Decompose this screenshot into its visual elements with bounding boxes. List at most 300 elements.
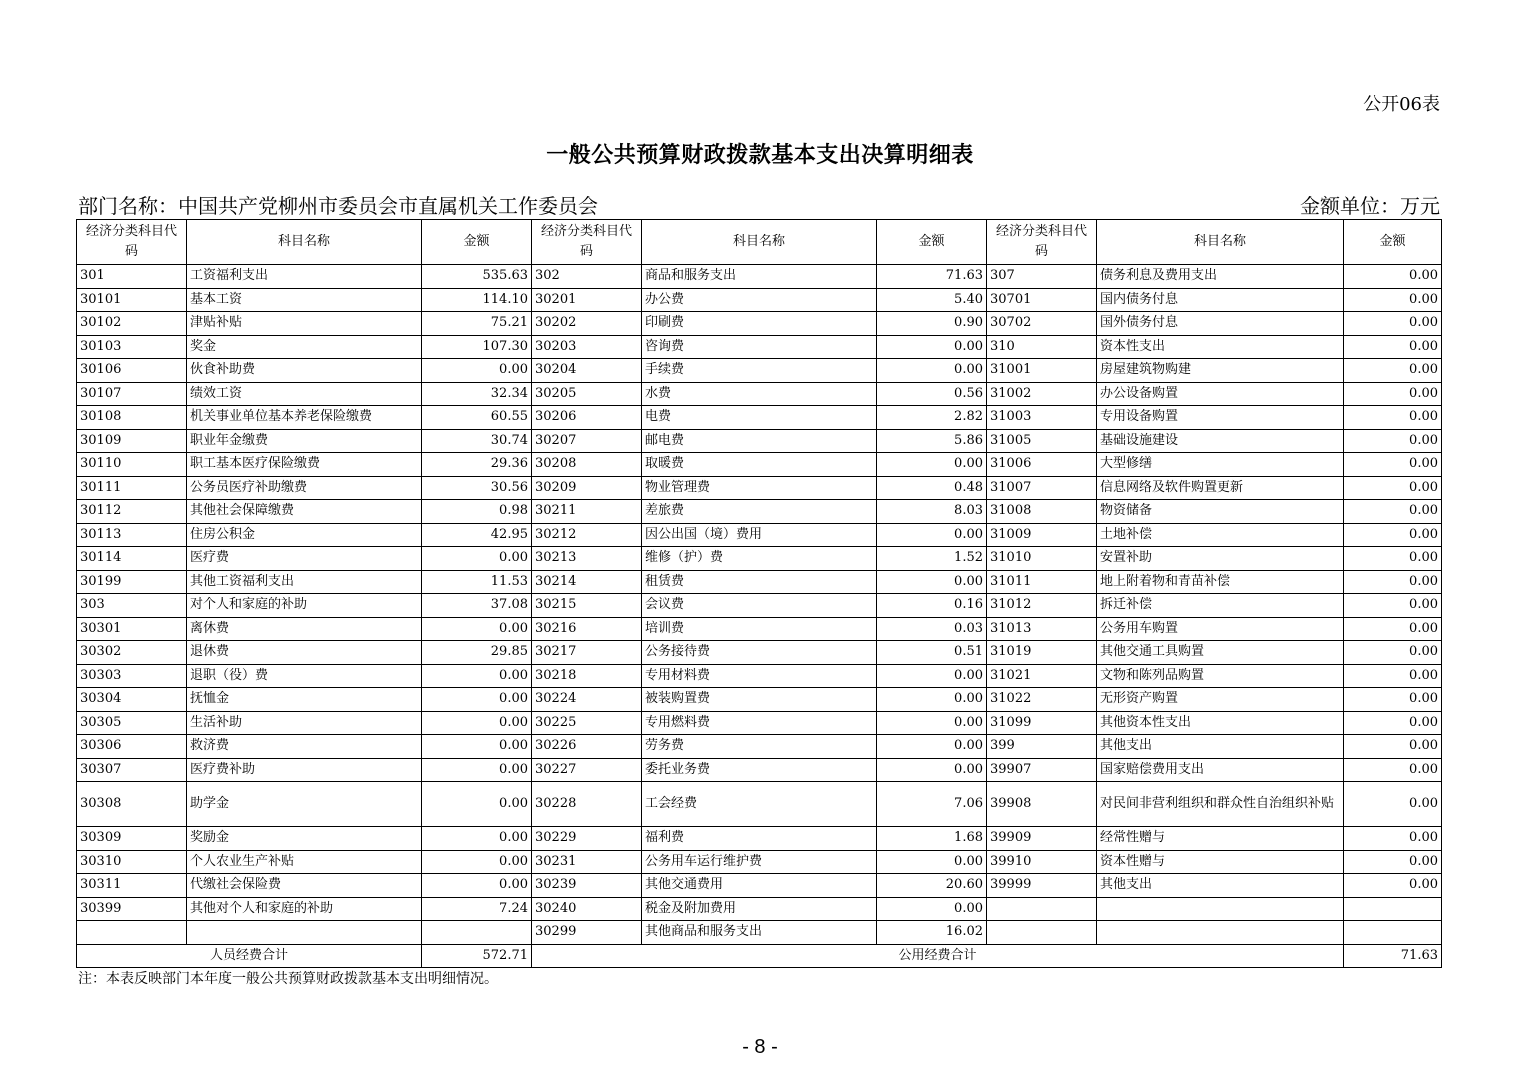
name-cell-2: 差旅费 [642,500,877,524]
name-cell-1: 公务员医疗补助缴费 [187,476,422,500]
amount-cell-3: 0.00 [1344,874,1442,898]
code-cell-1: 30302 [77,641,187,665]
name-cell-1: 基本工资 [187,288,422,312]
amount-cell-1: 0.98 [422,500,532,524]
header-amount-1: 金额 [422,220,532,265]
amount-cell-2: 0.00 [877,523,987,547]
code-cell-1: 30112 [77,500,187,524]
amount-cell-2: 71.63 [877,265,987,289]
amount-cell-3: 0.00 [1344,711,1442,735]
name-cell-3: 公务用车购置 [1097,617,1344,641]
code-cell-2: 302 [532,265,642,289]
header-code-1: 经济分类科目代码 [77,220,187,265]
personnel-total-label: 人员经费合计 [77,944,422,968]
totals-row [77,944,1442,968]
code-cell-2: 30239 [532,874,642,898]
name-cell-2: 工会经费 [642,782,877,827]
amount-cell-1: 30.74 [422,429,532,453]
table-row [77,827,1442,851]
name-cell-2: 被装购置费 [642,688,877,712]
code-cell-3: 31006 [987,453,1097,477]
code-cell-2: 30229 [532,827,642,851]
amount-cell-1: 0.00 [422,782,532,827]
name-cell-3: 经常性赠与 [1097,827,1344,851]
amount-cell-2: 0.48 [877,476,987,500]
amount-cell-1: 7.24 [422,897,532,921]
amount-cell-2: 1.52 [877,547,987,571]
code-cell-1: 301 [77,265,187,289]
amount-cell-2: 16.02 [877,921,987,945]
name-cell-1: 对个人和家庭的补助 [187,594,422,618]
expenditure-detail-table [76,219,1442,968]
table-row [77,382,1442,406]
table-row [77,335,1442,359]
table-row [77,758,1442,782]
name-cell-1: 职业年金缴费 [187,429,422,453]
table-row [77,570,1442,594]
code-cell-2: 30201 [532,288,642,312]
name-cell-3: 房屋建筑物购建 [1097,359,1344,383]
code-cell-3: 31013 [987,617,1097,641]
code-cell-2: 30299 [532,921,642,945]
table-row [77,500,1442,524]
header-amount-3: 金额 [1344,220,1442,265]
amount-cell-1: 32.34 [422,382,532,406]
code-cell-3 [987,921,1097,945]
amount-cell-2: 0.00 [877,897,987,921]
name-cell-2: 咨询费 [642,335,877,359]
code-cell-3: 310 [987,335,1097,359]
name-cell-2: 租赁费 [642,570,877,594]
name-cell-3: 大型修缮 [1097,453,1344,477]
amount-cell-3: 0.00 [1344,850,1442,874]
code-cell-3: 31001 [987,359,1097,383]
table-row [77,312,1442,336]
name-cell-3 [1097,897,1344,921]
code-cell-1: 30110 [77,453,187,477]
name-cell-3: 文物和陈列品购置 [1097,664,1344,688]
code-cell-2: 30211 [532,500,642,524]
code-cell-1: 30103 [77,335,187,359]
amount-cell-3: 0.00 [1344,523,1442,547]
amount-cell-3: 0.00 [1344,429,1442,453]
code-cell-3: 31022 [987,688,1097,712]
table-row [77,594,1442,618]
code-cell-3: 307 [987,265,1097,289]
name-cell-2: 因公出国（境）费用 [642,523,877,547]
code-cell-1: 30111 [77,476,187,500]
name-cell-3: 物资储备 [1097,500,1344,524]
amount-cell-3: 0.00 [1344,265,1442,289]
name-cell-2: 其他交通费用 [642,874,877,898]
amount-cell-1: 0.00 [422,735,532,759]
code-cell-1: 30304 [77,688,187,712]
name-cell-1: 医疗费 [187,547,422,571]
amount-cell-1: 0.00 [422,850,532,874]
header-amount-2: 金额 [877,220,987,265]
amount-cell-1: 0.00 [422,711,532,735]
code-cell-3: 31007 [987,476,1097,500]
name-cell-2: 福利费 [642,827,877,851]
amount-cell-1: 37.08 [422,594,532,618]
code-cell-3: 31003 [987,406,1097,430]
table-header-row [77,220,1442,265]
amount-cell-1: 0.00 [422,664,532,688]
name-cell-1: 工资福利支出 [187,265,422,289]
amount-cell-3: 0.00 [1344,547,1442,571]
name-cell-1: 住房公积金 [187,523,422,547]
code-cell-3: 31010 [987,547,1097,571]
amount-cell-3: 0.00 [1344,735,1442,759]
code-cell-2: 30231 [532,850,642,874]
table-row [77,429,1442,453]
name-cell-1: 助学金 [187,782,422,827]
amount-cell-2: 0.00 [877,735,987,759]
code-cell-3: 31012 [987,594,1097,618]
table-row [77,874,1442,898]
amount-cell-3: 0.00 [1344,827,1442,851]
amount-cell-2: 5.86 [877,429,987,453]
amount-unit: 金额单位：万元 [1300,194,1440,218]
amount-cell-1: 60.55 [422,406,532,430]
name-cell-2: 会议费 [642,594,877,618]
name-cell-1: 其他社会保障缴费 [187,500,422,524]
code-cell-1 [77,921,187,945]
name-cell-1: 代缴社会保险费 [187,874,422,898]
amount-cell-1: 30.56 [422,476,532,500]
name-cell-2: 专用材料费 [642,664,877,688]
code-cell-1: 303 [77,594,187,618]
table-row [77,921,1442,945]
name-cell-3: 国内债务付息 [1097,288,1344,312]
amount-cell-3: 0.00 [1344,688,1442,712]
name-cell-3: 办公设备购置 [1097,382,1344,406]
code-cell-2: 30205 [532,382,642,406]
amount-cell-3: 0.00 [1344,406,1442,430]
code-cell-2: 30208 [532,453,642,477]
amount-cell-1: 0.00 [422,359,532,383]
name-cell-1: 其他工资福利支出 [187,570,422,594]
code-cell-2: 30226 [532,735,642,759]
code-cell-3: 39910 [987,850,1097,874]
code-cell-1: 30108 [77,406,187,430]
code-cell-1: 30199 [77,570,187,594]
code-cell-2: 30204 [532,359,642,383]
code-cell-2: 30218 [532,664,642,688]
code-cell-2: 30240 [532,897,642,921]
amount-cell-3: 0.00 [1344,664,1442,688]
name-cell-1: 抚恤金 [187,688,422,712]
name-cell-2: 印刷费 [642,312,877,336]
code-cell-2: 30217 [532,641,642,665]
table-row [77,288,1442,312]
header-name-1: 科目名称 [187,220,422,265]
header-name-2: 科目名称 [642,220,877,265]
public-total-label: 公用经费合计 [532,944,1344,968]
code-cell-1: 30303 [77,664,187,688]
code-cell-2: 30213 [532,547,642,571]
code-cell-1: 30106 [77,359,187,383]
amount-cell-3: 0.00 [1344,617,1442,641]
code-cell-3: 31011 [987,570,1097,594]
code-cell-2: 30209 [532,476,642,500]
name-cell-3: 土地补偿 [1097,523,1344,547]
amount-cell-1: 29.85 [422,641,532,665]
name-cell-1: 医疗费补助 [187,758,422,782]
amount-cell-1 [422,921,532,945]
name-cell-2: 公务接待费 [642,641,877,665]
code-cell-2: 30206 [532,406,642,430]
name-cell-3: 资本性支出 [1097,335,1344,359]
name-cell-3: 其他交通工具购置 [1097,641,1344,665]
amount-cell-3: 0.00 [1344,570,1442,594]
table-row [77,711,1442,735]
code-cell-3: 31099 [987,711,1097,735]
name-cell-3: 其他支出 [1097,735,1344,759]
name-cell-2: 商品和服务支出 [642,265,877,289]
amount-cell-1: 42.95 [422,523,532,547]
name-cell-1: 个人农业生产补贴 [187,850,422,874]
name-cell-1: 退休费 [187,641,422,665]
amount-cell-2: 2.82 [877,406,987,430]
header-code-3: 经济分类科目代码 [987,220,1097,265]
code-cell-1: 30308 [77,782,187,827]
amount-cell-1: 29.36 [422,453,532,477]
amount-cell-2: 0.00 [877,335,987,359]
amount-cell-3 [1344,897,1442,921]
code-cell-3: 31008 [987,500,1097,524]
table-note: 注：本表反映部门本年度一般公共预算财政拨款基本支出明细情况。 [78,971,498,987]
amount-cell-3: 0.00 [1344,758,1442,782]
code-cell-3: 39909 [987,827,1097,851]
amount-cell-3: 0.00 [1344,382,1442,406]
name-cell-2: 电费 [642,406,877,430]
amount-cell-3: 0.00 [1344,641,1442,665]
table-row [77,359,1442,383]
code-cell-1: 30109 [77,429,187,453]
amount-cell-1: 0.00 [422,827,532,851]
name-cell-3: 国外债务付息 [1097,312,1344,336]
name-cell-1: 职工基本医疗保险缴费 [187,453,422,477]
document-title: 一般公共预算财政拨款基本支出决算明细表 [546,142,974,168]
amount-cell-1: 11.53 [422,570,532,594]
amount-cell-2: 0.03 [877,617,987,641]
name-cell-1: 机关事业单位基本养老保险缴费 [187,406,422,430]
name-cell-2: 其他商品和服务支出 [642,921,877,945]
name-cell-2: 委托业务费 [642,758,877,782]
name-cell-2: 办公费 [642,288,877,312]
amount-cell-2: 8.03 [877,500,987,524]
code-cell-2: 30215 [532,594,642,618]
table-row [77,688,1442,712]
name-cell-3: 基础设施建设 [1097,429,1344,453]
name-cell-1 [187,921,422,945]
code-cell-2: 30224 [532,688,642,712]
code-cell-3: 31009 [987,523,1097,547]
name-cell-3: 其他支出 [1097,874,1344,898]
amount-cell-2: 7.06 [877,782,987,827]
name-cell-1: 津贴补贴 [187,312,422,336]
code-cell-3 [987,897,1097,921]
name-cell-1: 奖金 [187,335,422,359]
table-row [77,664,1442,688]
name-cell-3: 其他资本性支出 [1097,711,1344,735]
code-cell-3: 31005 [987,429,1097,453]
name-cell-3: 地上附着物和青苗补偿 [1097,570,1344,594]
name-cell-1: 绩效工资 [187,382,422,406]
amount-cell-3: 0.00 [1344,594,1442,618]
code-cell-1: 30306 [77,735,187,759]
name-cell-3: 安置补助 [1097,547,1344,571]
code-cell-1: 30301 [77,617,187,641]
code-cell-3: 39999 [987,874,1097,898]
name-cell-3 [1097,921,1344,945]
amount-cell-1: 535.63 [422,265,532,289]
name-cell-3: 无形资产购置 [1097,688,1344,712]
name-cell-2: 手续费 [642,359,877,383]
code-cell-2: 30227 [532,758,642,782]
name-cell-3: 国家赔偿费用支出 [1097,758,1344,782]
amount-cell-3: 0.00 [1344,335,1442,359]
amount-cell-2: 0.00 [877,688,987,712]
name-cell-1: 救济费 [187,735,422,759]
amount-cell-2: 0.00 [877,664,987,688]
amount-cell-2: 0.00 [877,711,987,735]
code-cell-2: 30228 [532,782,642,827]
table-row [77,453,1442,477]
code-cell-1: 30107 [77,382,187,406]
code-cell-3: 399 [987,735,1097,759]
code-cell-1: 30101 [77,288,187,312]
public-total-amount: 71.63 [1344,944,1442,968]
name-cell-2: 水费 [642,382,877,406]
code-cell-2: 30202 [532,312,642,336]
name-cell-1: 其他对个人和家庭的补助 [187,897,422,921]
table-row [77,547,1442,571]
code-cell-3: 39908 [987,782,1097,827]
page-number: - 8 - [742,1036,778,1058]
code-cell-2: 30216 [532,617,642,641]
name-cell-1: 奖励金 [187,827,422,851]
amount-cell-2: 0.00 [877,758,987,782]
code-cell-1: 30309 [77,827,187,851]
amount-cell-2: 0.90 [877,312,987,336]
name-cell-1: 离休费 [187,617,422,641]
amount-cell-1: 0.00 [422,547,532,571]
name-cell-2: 税金及附加费用 [642,897,877,921]
amount-cell-1: 0.00 [422,758,532,782]
amount-cell-3: 0.00 [1344,288,1442,312]
code-cell-3: 30701 [987,288,1097,312]
amount-cell-1: 0.00 [422,688,532,712]
code-cell-3: 30702 [987,312,1097,336]
header-code-2: 经济分类科目代码 [532,220,642,265]
code-cell-2: 30207 [532,429,642,453]
code-cell-3: 31019 [987,641,1097,665]
amount-cell-1: 0.00 [422,874,532,898]
code-cell-1: 30305 [77,711,187,735]
form-number: 公开06表 [1363,94,1440,115]
code-cell-1: 30399 [77,897,187,921]
table-row [77,782,1442,827]
code-cell-1: 30307 [77,758,187,782]
amount-cell-1: 114.10 [422,288,532,312]
name-cell-3: 对民间非营利组织和群众性自治组织补贴 [1097,782,1344,827]
name-cell-3: 信息网络及软件购置更新 [1097,476,1344,500]
code-cell-1: 30102 [77,312,187,336]
amount-cell-2: 1.68 [877,827,987,851]
amount-cell-2: 0.16 [877,594,987,618]
department-name: 部门名称：中国共产党柳州市委员会市直属机关工作委员会 [78,194,598,218]
amount-cell-2: 0.00 [877,850,987,874]
amount-cell-2: 0.00 [877,359,987,383]
amount-cell-3: 0.00 [1344,782,1442,827]
amount-cell-3: 0.00 [1344,312,1442,336]
name-cell-2: 维修（护）费 [642,547,877,571]
amount-cell-2: 5.40 [877,288,987,312]
name-cell-2: 物业管理费 [642,476,877,500]
name-cell-3: 资本性赠与 [1097,850,1344,874]
amount-cell-1: 0.00 [422,617,532,641]
table-row [77,897,1442,921]
code-cell-1: 30311 [77,874,187,898]
name-cell-2: 公务用车运行维护费 [642,850,877,874]
table-row [77,617,1442,641]
code-cell-2: 30203 [532,335,642,359]
name-cell-1: 伙食补助费 [187,359,422,383]
code-cell-2: 30214 [532,570,642,594]
table-row [77,406,1442,430]
amount-cell-2: 0.00 [877,570,987,594]
amount-cell-3: 0.00 [1344,453,1442,477]
name-cell-2: 劳务费 [642,735,877,759]
name-cell-2: 专用燃料费 [642,711,877,735]
name-cell-3: 债务利息及费用支出 [1097,265,1344,289]
header-name-3: 科目名称 [1097,220,1344,265]
name-cell-3: 专用设备购置 [1097,406,1344,430]
amount-cell-3: 0.00 [1344,476,1442,500]
table-row [77,850,1442,874]
code-cell-3: 31021 [987,664,1097,688]
table-row [77,641,1442,665]
amount-cell-2: 0.00 [877,453,987,477]
table-body [77,265,1442,945]
code-cell-2: 30212 [532,523,642,547]
code-cell-1: 30310 [77,850,187,874]
amount-cell-3: 0.00 [1344,500,1442,524]
code-cell-1: 30113 [77,523,187,547]
code-cell-3: 39907 [987,758,1097,782]
name-cell-1: 退职（役）费 [187,664,422,688]
name-cell-2: 培训费 [642,617,877,641]
amount-cell-3 [1344,921,1442,945]
name-cell-3: 拆迁补偿 [1097,594,1344,618]
code-cell-2: 30225 [532,711,642,735]
personnel-total-amount: 572.71 [422,944,532,968]
table-row [77,265,1442,289]
code-cell-1: 30114 [77,547,187,571]
amount-cell-1: 75.21 [422,312,532,336]
table-row [77,523,1442,547]
code-cell-3: 31002 [987,382,1097,406]
name-cell-1: 生活补助 [187,711,422,735]
amount-cell-3: 0.00 [1344,359,1442,383]
name-cell-2: 邮电费 [642,429,877,453]
name-cell-2: 取暖费 [642,453,877,477]
amount-cell-2: 20.60 [877,874,987,898]
amount-cell-2: 0.56 [877,382,987,406]
table-row [77,735,1442,759]
